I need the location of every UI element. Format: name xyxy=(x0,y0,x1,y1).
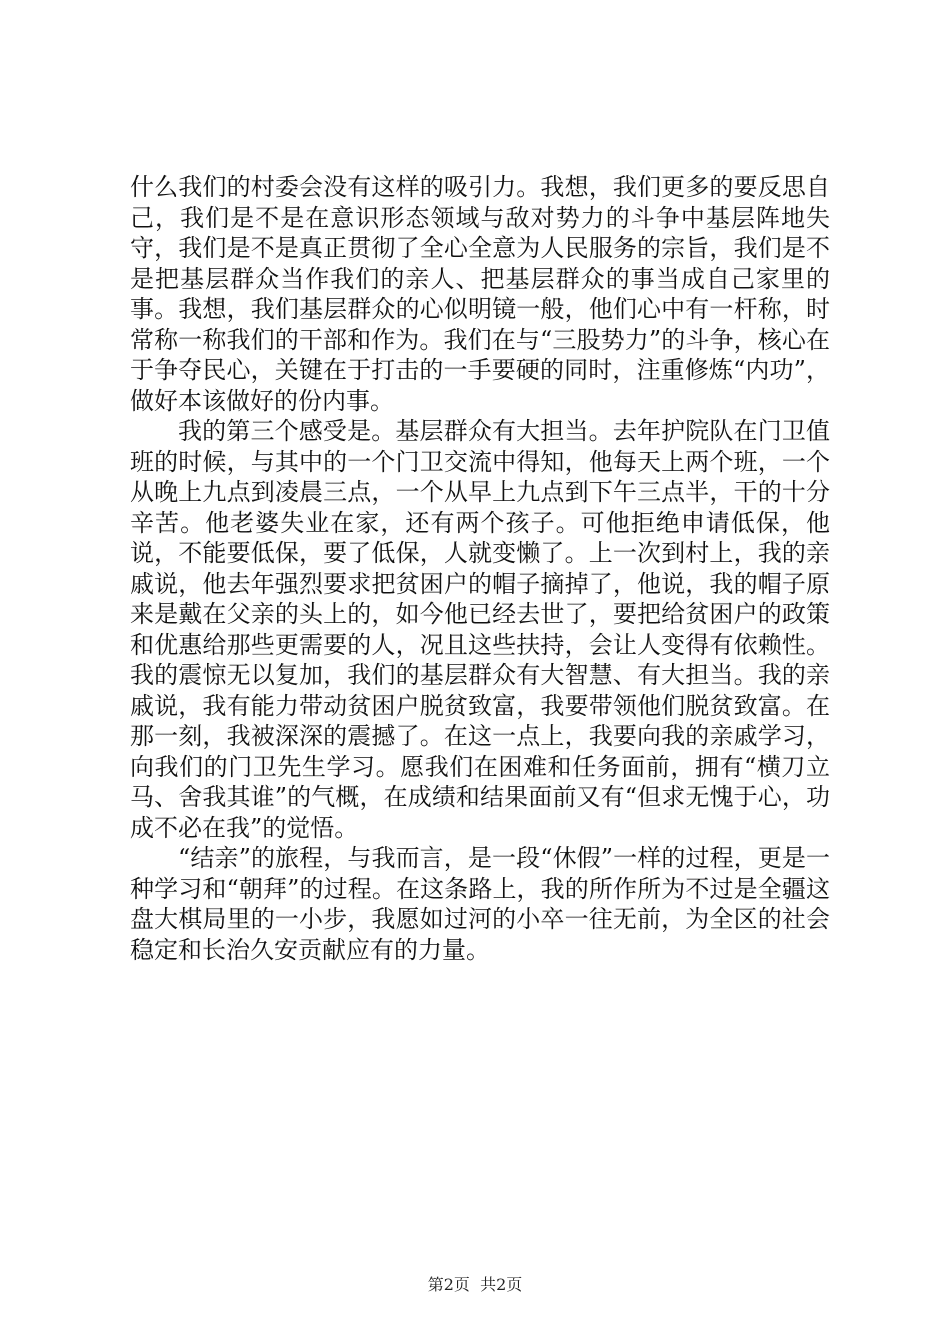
page-number-footer: 第2页 共2页 xyxy=(427,1275,523,1294)
paragraph-third-feeling: 我的第三个感受是。基层群众有大担当。去年护院队在门卫值班的时候，与其中的一个门卫交流中得知，他每天上两个班，一个从晚上九点到凌晨三点，一个从早上九点到下午三点半，干的十分辛苦。他老婆失业在家，还有两个孩子。可他拒绝申请低保，他说，不能要低保，要了低保，人就变懒了。上一次到村上，我的亲戚说，他去年强烈要求把贫困户的帽子摘掉了，他说，我的帽子原来是戴在父亲的头上的，如今他已经去世了，要把给贫困户的政策和优惠给那些更需要的人，况且这些扶持，会让人变得有依赖性。我的震惊无以复加，我们的基层群众有大智慧、有大担当。我的亲戚说，我有能力带动贫困户脱贫致富，我要带领他们脱贫致富。在那一刻，我被深深的震撼了。在这一点上，我要向我的亲戚学习，向我们的门卫先生学习。愿我们在困难和任务面前，拥有“横刀立马、舍我其谁”的气概，在成绩和结果面前又有“但求无愧于心，功成不必在我”的觉悟。 xyxy=(130,417,830,842)
paragraph-continued: 什么我们的村委会没有这样的吸引力。我想，我们更多的要反思自己，我们是不是在意识形态领域与敌对势力的斗争中基层阵地失守，我们是不是真正贯彻了全心全意为人民服务的宗旨，我们是不是把基层群众当作我们的亲人、把基层群众的事当成自己家里的事。我想，我们基层群众的心似明镜一般，他们心中有一杆称，时常称一称我们的干部和作为。我们在与“三股势力”的斗争，核心在于争夺民心，关键在于打击的一手要硬的同时，注重修炼“内功”，做好本该做好的份内事。 xyxy=(130,173,830,415)
document-body xyxy=(130,172,830,965)
paragraph-conclusion: “结亲”的旅程，与我而言，是一段“休假”一样的过程，更是一种学习和“朝拜”的过程。在这条路上，我的所作所为不过是全疆这盘大棋局里的一小步，我愿如过河的小卒一往无前，为全区的社会稳定和长治久安贡献应有的力量。 xyxy=(130,844,830,964)
